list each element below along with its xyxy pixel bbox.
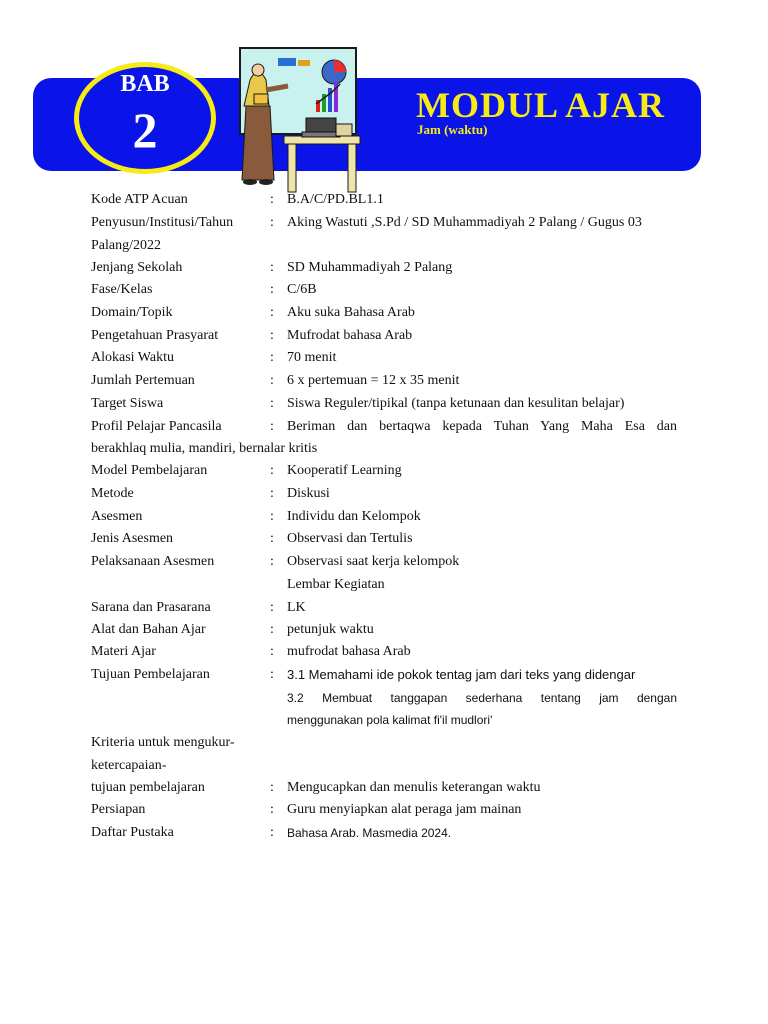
field-colon: : xyxy=(270,509,274,524)
field-value: LK xyxy=(287,600,306,615)
field-value: Aking Wastuti ,S.Pd / SD Muhammadiyah 2 Palang / Gugus 03 xyxy=(287,215,642,230)
field-value: Diskusi xyxy=(287,486,330,501)
field-value: 70 menit xyxy=(287,350,337,365)
field-value: Beriman dan bertaqwa kepada Tuhan Yang Maha Esa dan xyxy=(287,419,677,434)
field-label: tujuan pembelajaran xyxy=(91,780,205,795)
field-value: Aku suka Bahasa Arab xyxy=(287,305,415,320)
document-title: MODUL AJAR xyxy=(416,85,666,125)
field-value: petunjuk waktu xyxy=(287,622,374,637)
field-colon: : xyxy=(270,328,274,343)
chapter-badge xyxy=(74,62,216,174)
field-label: Jenis Asesmen xyxy=(91,531,174,546)
document-subtitle: Jam (waktu) xyxy=(417,122,488,137)
field-colon: : xyxy=(270,260,274,275)
field-label: Metode xyxy=(91,486,134,501)
field-colon: : xyxy=(270,215,274,230)
field-value: B.A/C/PD.BL1.1 xyxy=(287,192,384,207)
field-label: Profil Pelajar Pancasila xyxy=(91,419,222,434)
field-label: Jenjang Sekolah xyxy=(91,260,183,275)
field-colon: : xyxy=(270,600,274,615)
field-colon: : xyxy=(270,463,274,478)
field-colon: : xyxy=(270,554,274,569)
field-colon: : xyxy=(270,825,274,840)
field-colon: : xyxy=(270,802,274,817)
field-value-continuation: berakhlaq mulia, mandiri, bernalar kritis xyxy=(91,441,318,456)
field-value: Kooperatif Learning xyxy=(287,463,402,478)
field-value: 3.1 Memahami ide pokok tentag jam dari teks yang didengar xyxy=(287,667,636,682)
chapter-badge-label: BAB xyxy=(120,71,170,97)
field-colon: : xyxy=(270,622,274,637)
field-colon: : xyxy=(270,192,274,207)
field-value-third: menggunakan pola kalimat fi'il mudlori' xyxy=(287,713,493,727)
field-label-line: ketercapaian- xyxy=(91,758,167,773)
field-label: Persiapan xyxy=(91,802,146,817)
field-label: Target Siswa xyxy=(91,396,164,411)
field-label: Materi Ajar xyxy=(91,644,156,659)
field-colon: : xyxy=(270,419,274,434)
field-label: Jumlah Pertemuan xyxy=(91,373,195,388)
field-label: Domain/Topik xyxy=(91,305,173,320)
field-value-second: 3.2 Membuat tanggapan sederhana tentang jam dengan xyxy=(287,691,677,705)
field-label: Kode ATP Acuan xyxy=(91,192,188,207)
field-value: C/6B xyxy=(287,282,317,297)
field-value: mufrodat bahasa Arab xyxy=(287,644,411,659)
chapter-number: 2 xyxy=(132,102,158,158)
field-value: Observasi dan Tertulis xyxy=(287,531,413,546)
field-colon: : xyxy=(270,373,274,388)
field-value: Observasi saat kerja kelompok xyxy=(287,554,460,569)
field-colon: : xyxy=(270,667,274,682)
field-value: SD Muhammadiyah 2 Palang xyxy=(287,260,453,275)
field-label: Alokasi Waktu xyxy=(91,350,174,365)
field-value: Mengucapkan dan menulis keterangan waktu xyxy=(287,780,541,795)
field-label-line: Kriteria untuk mengukur- xyxy=(91,735,235,750)
field-value: Siswa Reguler/tipikal (tanpa ketunaan dan kesulitan belajar) xyxy=(287,396,625,411)
field-value: Bahasa Arab. Masmedia 2024. xyxy=(287,826,452,840)
field-colon: : xyxy=(270,644,274,659)
field-value: Mufrodat bahasa Arab xyxy=(287,328,413,343)
field-colon: : xyxy=(270,780,274,795)
field-colon: : xyxy=(270,305,274,320)
field-label: Model Pembelajaran xyxy=(91,463,208,478)
field-colon: : xyxy=(270,531,274,546)
teacher-presentation-illustration xyxy=(236,44,368,194)
field-label: Penyusun/Institusi/Tahun xyxy=(91,215,234,230)
field-colon: : xyxy=(270,282,274,297)
field-value-continuation: Palang/2022 xyxy=(91,238,161,253)
field-label: Pelaksanaan Asesmen xyxy=(91,554,215,569)
field-label: Alat dan Bahan Ajar xyxy=(91,622,206,637)
field-colon: : xyxy=(270,396,274,411)
field-colon: : xyxy=(270,350,274,365)
field-label: Sarana dan Prasarana xyxy=(91,600,211,615)
field-value-second: Lembar Kegiatan xyxy=(287,577,385,592)
field-colon: : xyxy=(270,486,274,501)
field-label: Fase/Kelas xyxy=(91,282,153,297)
field-label: Tujuan Pembelajaran xyxy=(91,667,210,682)
field-value: 6 x pertemuan = 12 x 35 menit xyxy=(287,373,460,388)
field-value: Guru menyiapkan alat peraga jam mainan xyxy=(287,802,522,817)
field-label: Daftar Pustaka xyxy=(91,825,174,840)
field-label: Pengetahuan Prasyarat xyxy=(91,328,219,343)
field-value: Individu dan Kelompok xyxy=(287,509,421,524)
field-label: Asesmen xyxy=(91,509,143,524)
